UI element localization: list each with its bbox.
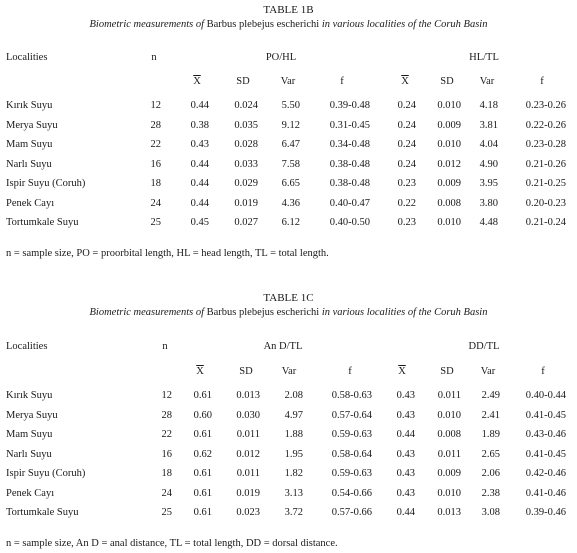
cell-mean-b: 0.44 [396, 507, 415, 518]
table-number: TABLE 1B [263, 4, 314, 16]
cell-var-b: 4.04 [479, 139, 498, 150]
cell-var-b: 4.18 [479, 100, 498, 111]
cell-var-a: 7.58 [281, 158, 300, 170]
n-cell: 22 [161, 429, 172, 440]
cell-var-b: 1.89 [481, 429, 500, 440]
n-cell: 18 [161, 468, 172, 479]
cell-f-a: 0.39-0.48 [329, 100, 370, 111]
cell-sd-a: 0.033 [234, 158, 258, 170]
cell-var-b: 3.95 [479, 178, 498, 189]
cell-sd-b: 0.013 [437, 507, 461, 518]
locality-cell: Ispir Suyu (Coruh) [6, 468, 86, 479]
caption-post: in various localities of the Coruh Basin [321, 19, 488, 30]
cell-f-a: 0.57-0.66 [331, 507, 372, 518]
cell-var-b: 2.41 [481, 409, 500, 421]
subheader-var-a: Var [280, 76, 296, 87]
n-cell: 24 [150, 197, 161, 209]
locality-cell: Tortumkale Suyu [6, 217, 79, 228]
locality-cell: Penek Cayı [6, 197, 55, 209]
locality-cell: Penek Cayı [6, 487, 55, 499]
cell-sd-b: 0.012 [437, 158, 461, 170]
cell-sd-b: 0.009 [437, 468, 461, 479]
caption-species: Barbus plebejus escherichi [206, 19, 320, 30]
cell-mean-a: 0.62 [193, 448, 212, 460]
cell-var-a: 1.88 [284, 429, 303, 440]
cell-var-a: 4.36 [281, 197, 300, 209]
n-cell: 12 [161, 390, 172, 401]
n-cell: 18 [150, 178, 161, 189]
cell-mean-a: 0.44 [190, 158, 209, 170]
header-n: n [151, 52, 157, 63]
cell-sd-a: 0.028 [234, 139, 258, 150]
locality-cell: Merya Suyu [6, 409, 58, 421]
cell-mean-b: 0.43 [396, 409, 415, 421]
cell-var-b: 3.08 [481, 507, 500, 518]
cell-f-b: 0.20-0.23 [525, 197, 566, 209]
cell-mean-b: 0.22 [397, 197, 416, 209]
cell-var-a: 3.13 [284, 487, 303, 499]
cell-sd-b: 0.011 [437, 448, 461, 460]
cell-mean-b: 0.43 [396, 487, 415, 499]
cell-sd-a: 0.023 [236, 507, 260, 518]
cell-f-b: 0.42-0.46 [525, 468, 566, 479]
cell-f-b: 0.41-0.46 [525, 487, 566, 499]
cell-var-a: 1.95 [284, 448, 303, 460]
cell-f-b: 0.23-0.28 [525, 139, 566, 150]
locality-cell: Merya Suyu [6, 119, 58, 131]
cell-f-a: 0.40-0.47 [329, 197, 370, 209]
subheader-var-a: Var [281, 366, 297, 377]
n-cell: 24 [161, 487, 172, 499]
group-header-2: DD/TL [468, 341, 500, 352]
cell-var-b: 2.06 [481, 468, 500, 479]
cell-mean-a: 0.60 [193, 409, 212, 421]
subheader-sd-a: SD [236, 76, 250, 87]
cell-var-a: 6.12 [281, 217, 300, 228]
cell-var-b: 2.49 [481, 390, 500, 401]
cell-mean-a: 0.61 [193, 487, 212, 499]
subheader-sd-a: SD [239, 366, 253, 377]
subheader-mean-b: $\overline{X}$ [401, 76, 409, 87]
cell-sd-b: 0.010 [437, 487, 461, 499]
caption-pre: Biometric measurements of [89, 19, 205, 30]
locality-cell: Kırık Suyu [6, 100, 53, 111]
cell-mean-b: 0.23 [397, 217, 416, 228]
cell-sd-b: 0.008 [437, 197, 461, 209]
cell-var-b: 4.90 [479, 158, 498, 170]
subheader-f-a: f [340, 76, 344, 87]
subheader-mean-a: $\overline{X}$ [193, 76, 201, 87]
cell-sd-a: 0.035 [234, 119, 258, 131]
cell-mean-a: 0.45 [190, 217, 209, 228]
cell-f-b: 0.39-0.46 [525, 507, 566, 518]
cell-mean-a: 0.61 [193, 507, 212, 518]
subheader-var-b: Var [480, 366, 496, 377]
cell-var-a: 6.65 [281, 178, 300, 189]
cell-sd-a: 0.012 [236, 448, 260, 460]
cell-sd-a: 0.019 [236, 487, 260, 499]
cell-sd-b: 0.011 [437, 390, 461, 401]
cell-mean-b: 0.24 [397, 158, 416, 170]
cell-sd-b: 0.010 [437, 139, 461, 150]
cell-f-b: 0.21-0.24 [525, 217, 566, 228]
cell-var-b: 2.65 [481, 448, 500, 460]
cell-var-a: 2.08 [284, 390, 303, 401]
cell-f-a: 0.58-0.64 [331, 448, 372, 460]
cell-f-a: 0.31-0.45 [329, 119, 370, 131]
cell-f-a: 0.59-0.63 [331, 429, 372, 440]
cell-sd-a: 0.027 [234, 217, 258, 228]
caption-post: in various localities of the Coruh Basin [321, 307, 488, 318]
cell-f-b: 0.21-0.25 [525, 178, 566, 189]
cell-mean-a: 0.61 [193, 390, 212, 401]
locality-cell: Tortumkale Suyu [6, 507, 79, 518]
cell-sd-a: 0.011 [236, 468, 260, 479]
cell-var-b: 4.48 [479, 217, 498, 228]
cell-f-b: 0.23-0.26 [525, 100, 566, 111]
header-n: n [162, 341, 168, 352]
cell-mean-a: 0.44 [190, 100, 209, 111]
group-header-1: An D/TL [263, 341, 303, 352]
cell-mean-a: 0.61 [193, 468, 212, 479]
cell-mean-a: 0.44 [190, 178, 209, 189]
cell-mean-b: 0.43 [396, 390, 415, 401]
cell-sd-a: 0.019 [234, 197, 258, 209]
cell-f-b: 0.22-0.26 [525, 119, 566, 131]
cell-var-a: 4.97 [284, 409, 303, 421]
n-cell: 28 [161, 409, 172, 421]
cell-f-a: 0.38-0.48 [329, 178, 370, 189]
table-footnote: n = sample size, PO = proorbital length, HL = head length, TL = total length. [6, 248, 329, 259]
locality-cell: Ispir Suyu (Coruh) [6, 178, 86, 189]
n-cell: 25 [150, 217, 161, 228]
locality-cell: Narlı Suyu [6, 448, 52, 460]
n-cell: 25 [161, 507, 172, 518]
cell-sd-b: 0.010 [437, 217, 461, 228]
table-caption [0, 307, 577, 318]
cell-sd-b: 0.009 [437, 178, 461, 189]
subheader-f-b: f [540, 76, 544, 87]
header-localities: Localities [6, 341, 48, 352]
cell-f-a: 0.40-0.50 [329, 217, 370, 228]
subheader-mean-a: $\overline{X}$ [196, 366, 204, 377]
subheader-sd-b: SD [440, 76, 454, 87]
cell-f-b: 0.40-0.44 [525, 390, 566, 401]
cell-var-a: 6.47 [281, 139, 300, 150]
cell-f-b: 0.41-0.45 [525, 409, 566, 421]
cell-f-a: 0.54-0.66 [331, 487, 372, 499]
cell-f-a: 0.58-0.63 [331, 390, 372, 401]
cell-f-b: 0.21-0.26 [525, 158, 566, 170]
cell-f-a: 0.57-0.64 [331, 409, 372, 421]
cell-sd-a: 0.030 [236, 409, 260, 421]
cell-var-b: 2.38 [481, 487, 500, 499]
cell-f-a: 0.34-0.48 [329, 139, 370, 150]
cell-mean-b: 0.24 [397, 139, 416, 150]
cell-sd-b: 0.010 [437, 100, 461, 111]
cell-sd-a: 0.011 [236, 429, 260, 440]
table-number: TABLE 1C [263, 292, 314, 304]
header-localities: Localities [6, 52, 48, 63]
locality-cell: Mam Suyu [6, 139, 53, 150]
cell-mean-b: 0.23 [397, 178, 416, 189]
cell-mean-a: 0.61 [193, 429, 212, 440]
cell-mean-b: 0.24 [397, 100, 416, 111]
cell-sd-a: 0.029 [234, 178, 258, 189]
cell-var-b: 3.81 [479, 119, 498, 131]
cell-sd-a: 0.024 [234, 100, 258, 111]
n-cell: 28 [150, 119, 161, 131]
cell-sd-a: 0.013 [236, 390, 260, 401]
locality-cell: Narlı Suyu [6, 158, 52, 170]
cell-f-a: 0.38-0.48 [329, 158, 370, 170]
cell-var-a: 9.12 [281, 119, 300, 131]
group-header-2: HL/TL [469, 52, 499, 63]
cell-mean-b: 0.44 [396, 429, 415, 440]
cell-mean-b: 0.43 [396, 468, 415, 479]
n-cell: 16 [161, 448, 172, 460]
cell-mean-b: 0.43 [396, 448, 415, 460]
group-header-1: PO/HL [265, 52, 297, 63]
locality-cell: Mam Suyu [6, 429, 53, 440]
n-cell: 22 [150, 139, 161, 150]
cell-f-a: 0.59-0.63 [331, 468, 372, 479]
caption-species: Barbus plebejus escherichi [206, 307, 320, 318]
cell-f-b: 0.41-0.45 [525, 448, 566, 460]
caption-pre: Biometric measurements of [89, 307, 205, 318]
locality-cell: Kırık Suyu [6, 390, 53, 401]
cell-sd-b: 0.008 [437, 429, 461, 440]
subheader-f-a: f [348, 366, 352, 377]
cell-var-a: 3.72 [284, 507, 303, 518]
n-cell: 12 [150, 100, 161, 111]
cell-mean-a: 0.43 [190, 139, 209, 150]
table-footnote: n = sample size, An D = anal distance, TL = total length, DD = dorsal distance. [6, 538, 338, 549]
cell-sd-b: 0.010 [437, 409, 461, 421]
cell-mean-a: 0.38 [190, 119, 209, 131]
subheader-f-b: f [541, 366, 545, 377]
cell-mean-b: 0.24 [397, 119, 416, 131]
cell-mean-a: 0.44 [190, 197, 209, 209]
cell-var-b: 3.80 [479, 197, 498, 209]
cell-var-a: 5.50 [281, 100, 300, 111]
cell-var-a: 1.82 [284, 468, 303, 479]
subheader-sd-b: SD [440, 366, 454, 377]
cell-f-b: 0.43-0.46 [525, 429, 566, 440]
subheader-mean-b: $\overline{X}$ [398, 366, 406, 377]
subheader-var-b: Var [479, 76, 495, 87]
cell-sd-b: 0.009 [437, 119, 461, 131]
n-cell: 16 [150, 158, 161, 170]
